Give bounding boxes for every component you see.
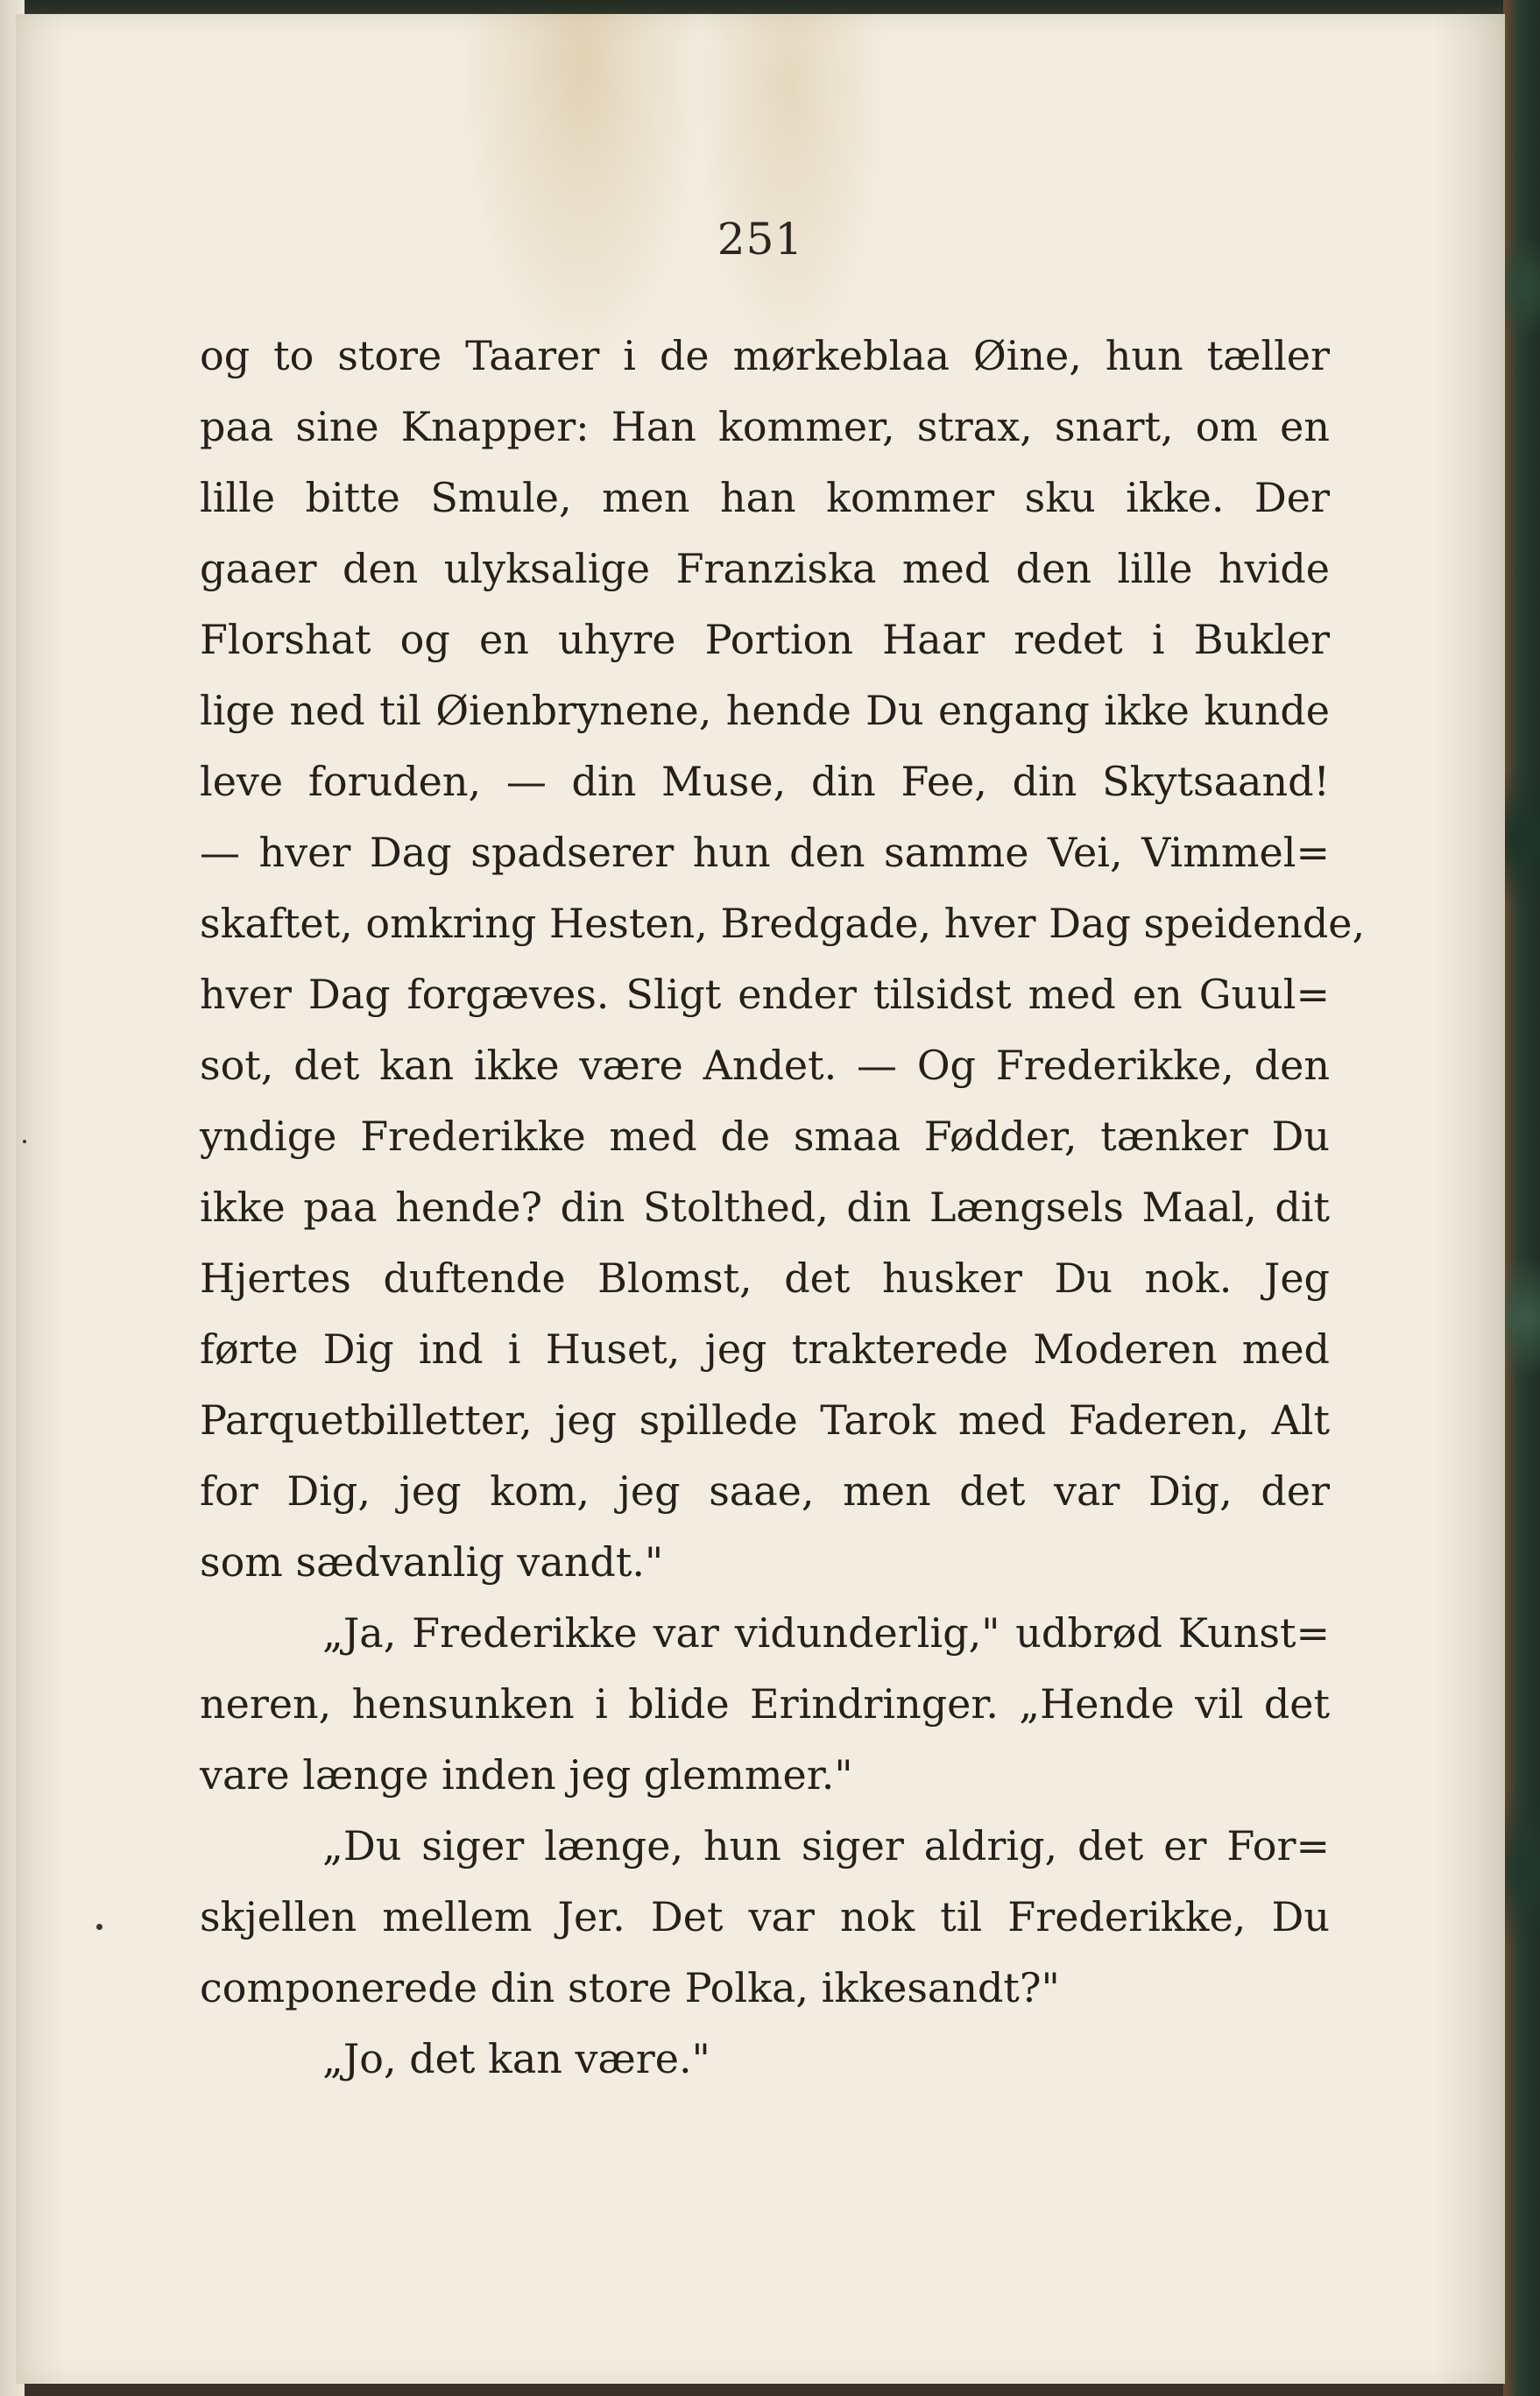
text-line: som sædvanlig vandt." <box>200 1538 664 1586</box>
text-line: ikke paa hende? din Stolthed, din Længsels Maal, dit <box>200 1184 1330 1231</box>
text-line: neren, hensunken i blide Erindringer. „Hende vil det <box>200 1680 1330 1728</box>
text-line: hver Dag forgæves. Sligt ender tilsidst med en Guul= <box>200 971 1330 1018</box>
text-line: gaaer den ulyksalige Franziska med den lille hvide <box>200 545 1330 592</box>
text-line: skaftet, omkring Hesten, Bredgade, hver Dag speidende, <box>200 900 1366 947</box>
text-line: vare længe inden jeg glemmer." <box>200 1751 853 1799</box>
text-line: skjellen mellem Jer. Det var nok til Frederikke, Du <box>200 1893 1330 1940</box>
text-line: — hver Dag spadserer hun den samme Vei, Vimmel= <box>200 829 1330 876</box>
marbled-cover-edge <box>1503 0 1540 2396</box>
page-text <box>200 321 1366 2095</box>
page-number: 251 <box>717 214 804 265</box>
text-line: „Du siger længe, hun siger aldrig, det er For= <box>322 1822 1330 1869</box>
text-line: componerede din store Polka, ikkesandt?" <box>200 1964 1060 2011</box>
ink-speck <box>23 1140 26 1143</box>
text-line: paa sine Knapper: Han kommer, strax, snart, om en <box>200 403 1330 450</box>
text-line: yndige Frederikke med de smaa Fødder, tænker Du <box>200 1113 1330 1160</box>
text-line: førte Dig ind i Huset, jeg trakterede Moderen med <box>200 1325 1330 1373</box>
text-line: Hjertes duftende Blomst, det husker Du nok. Jeg <box>200 1255 1330 1302</box>
text-line: Parquetbilletter, jeg spillede Tarok med Faderen, Alt <box>200 1396 1330 1444</box>
text-line: lige ned til Øienbrynene, hende Du engang ikke kunde <box>200 687 1330 734</box>
text-line: og to store Taarer i de mørkeblaa Øine, hun tæller <box>200 332 1330 379</box>
text-line: „Ja, Frederikke var vidunderlig," udbrød Kunst= <box>322 1609 1330 1657</box>
text-line: „Jo, det kan være." <box>322 2035 710 2082</box>
text-line: leve foruden, — din Muse, din Fee, din Skytsaand! <box>200 758 1330 805</box>
ink-speck <box>96 1924 102 1930</box>
book-page <box>16 14 1505 2384</box>
text-line: sot, det kan ikke være Andet. — Og Frederikke, den <box>200 1042 1330 1089</box>
text-line: lille bitte Smule, men han kommer sku ikke. Der <box>200 474 1330 521</box>
text-line: for Dig, jeg kom, jeg saae, men det var Dig, der <box>200 1467 1330 1515</box>
text-line: Florshat og en uhyre Portion Haar redet i Bukler <box>200 616 1330 663</box>
